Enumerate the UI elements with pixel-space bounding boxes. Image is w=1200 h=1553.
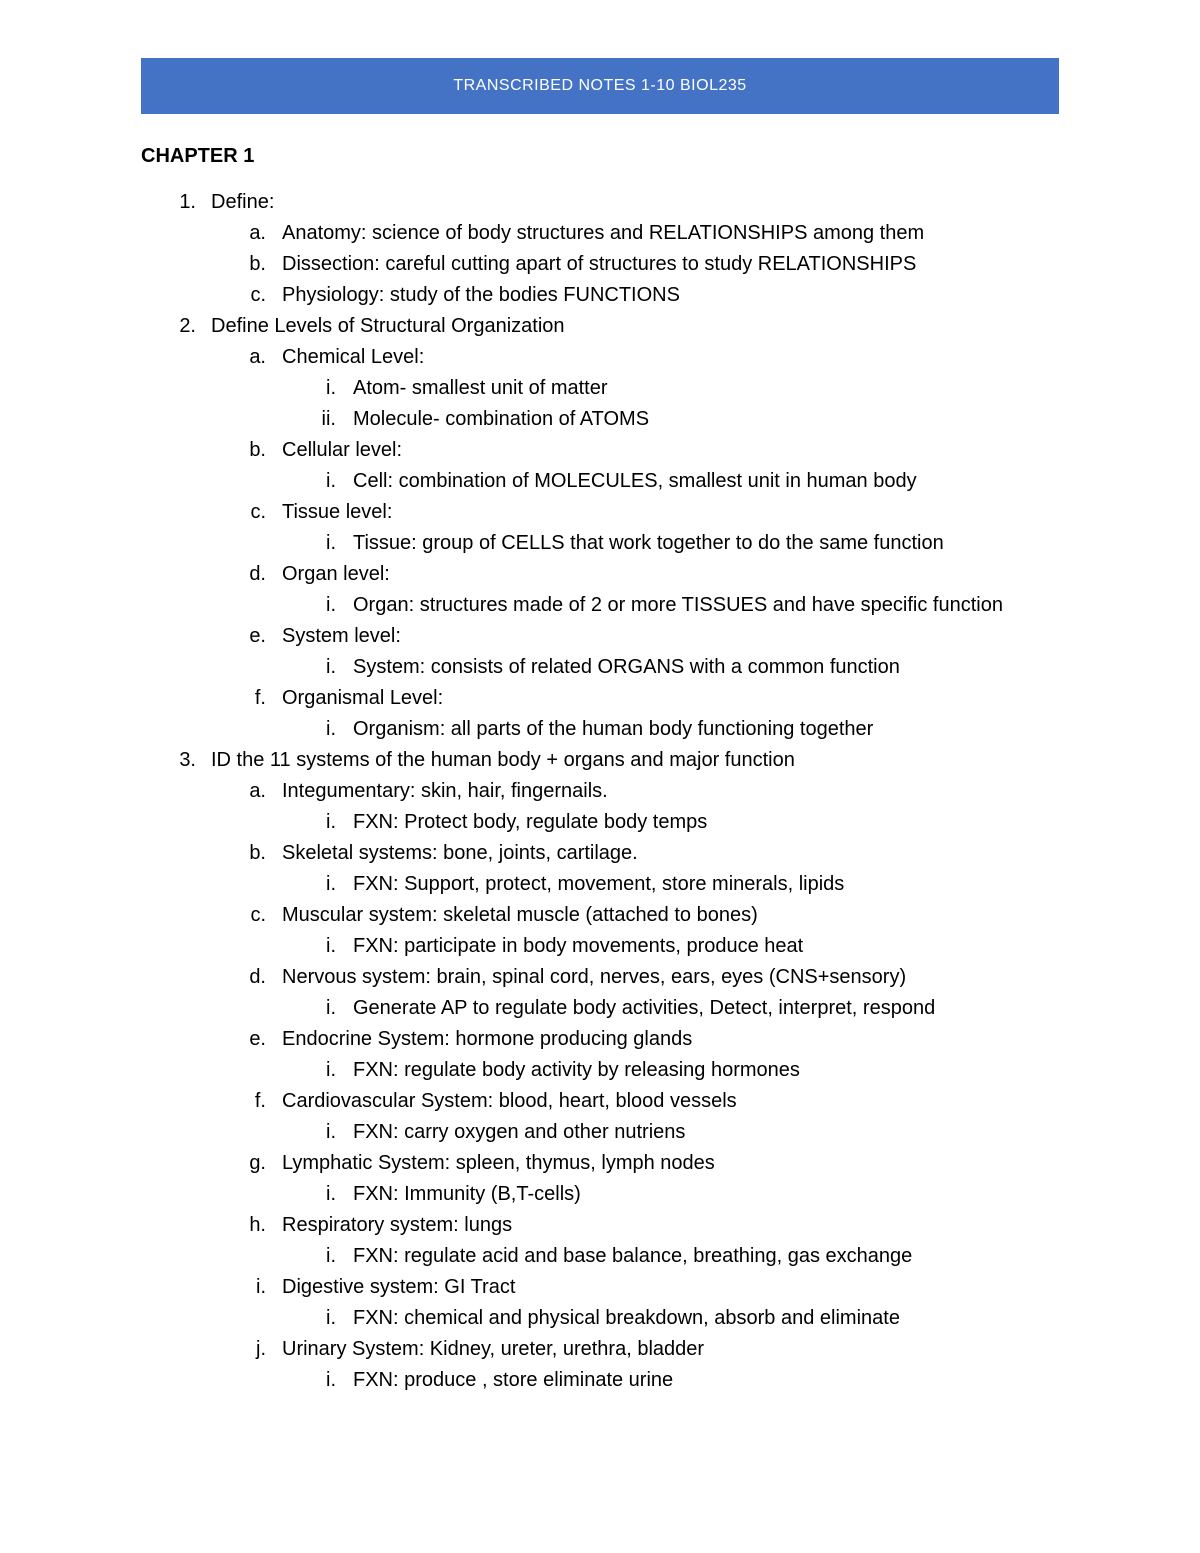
list-marker: e.	[249, 625, 266, 647]
outline-item-level-3	[0, 1179, 1200, 1210]
outline-item-text: FXN: regulate acid and base balance, breathing, gas exchange	[353, 1245, 913, 1267]
outline-item-text: System: consists of related ORGANS with a common function	[353, 656, 900, 678]
outline-item-text: FXN: chemical and physical breakdown, absorb and eliminate	[353, 1307, 900, 1329]
outline-item-level-3	[0, 1117, 1200, 1148]
list-marker: i.	[326, 718, 336, 740]
outline-item-text: ID the 11 systems of the human body + organs and major function	[211, 749, 795, 771]
list-marker: a.	[249, 222, 266, 244]
outline-item-level-3	[0, 1303, 1200, 1334]
outline-item-level-3	[0, 1055, 1200, 1086]
outline-item-level-1	[0, 187, 1200, 218]
outline-item-level-2	[0, 280, 1200, 311]
outline-item-level-3	[0, 807, 1200, 838]
outline-item-text: Integumentary: skin, hair, fingernails.	[282, 780, 608, 802]
outline-item-level-2	[0, 1148, 1200, 1179]
list-marker: c.	[250, 501, 266, 523]
outline-item-level-3	[0, 528, 1200, 559]
outline-item-text: Tissue level:	[282, 501, 393, 523]
list-marker: b.	[249, 253, 266, 275]
outline-item-level-2	[0, 1210, 1200, 1241]
outline-item-level-2	[0, 838, 1200, 869]
outline-item-level-2	[0, 342, 1200, 373]
list-marker: c.	[250, 904, 266, 926]
list-marker: i.	[326, 1245, 336, 1267]
list-marker: i.	[326, 470, 336, 492]
outline-item-text: Physiology: study of the bodies FUNCTIONS	[282, 284, 680, 306]
outline-item-level-2	[0, 218, 1200, 249]
outline-item-level-2	[0, 621, 1200, 652]
list-marker: i.	[326, 656, 336, 678]
outline-item-text: Urinary System: Kidney, ureter, urethra, bladder	[282, 1338, 705, 1360]
list-marker: 1.	[179, 191, 196, 213]
outline-item-text: Organ: structures made of 2 or more TISSUES and have specific function	[353, 594, 1003, 616]
outline-item-text: Respiratory system: lungs	[282, 1214, 513, 1236]
outline-item-text: FXN: Protect body, regulate body temps	[353, 811, 708, 833]
list-marker: i.	[326, 532, 336, 554]
outline-item-level-3	[0, 931, 1200, 962]
outline-item-level-2	[0, 1334, 1200, 1365]
outline-item-level-3	[0, 993, 1200, 1024]
outline-item-text: Organ level:	[282, 563, 390, 585]
outline-item-level-2	[0, 1086, 1200, 1117]
outline-item-level-2	[0, 1024, 1200, 1055]
outline-item-text: FXN: produce , store eliminate urine	[353, 1369, 674, 1391]
outline-item-text: Chemical Level:	[282, 346, 425, 368]
list-marker: b.	[249, 439, 266, 461]
outline-item-text: Dissection: careful cutting apart of structures to study RELATIONSHIPS	[282, 253, 917, 275]
outline-item-text: Cardiovascular System: blood, heart, blood vessels	[282, 1090, 737, 1112]
outline-item-text: Digestive system: GI Tract	[282, 1276, 516, 1298]
outline-item-level-3	[0, 652, 1200, 683]
list-marker: f.	[254, 1090, 266, 1112]
list-marker: i.	[326, 1369, 336, 1391]
outline-item-level-2	[0, 900, 1200, 931]
outline-item-level-3	[0, 590, 1200, 621]
outline-item-level-2	[0, 249, 1200, 280]
outline-item-text: Molecule- combination of ATOMS	[353, 408, 650, 430]
list-marker: i.	[326, 935, 336, 957]
outline-item-level-3	[0, 869, 1200, 900]
outline-item-text: FXN: Immunity (B,T-cells)	[353, 1183, 581, 1205]
header-title: TRANSCRIBED NOTES 1-10 BIOL235	[453, 77, 747, 94]
outline-item-text: FXN: regulate body activity by releasing hormones	[353, 1059, 800, 1081]
outline-item-level-1	[0, 745, 1200, 776]
list-marker: d.	[249, 966, 266, 988]
list-marker: d.	[249, 563, 266, 585]
list-marker: i.	[326, 1059, 336, 1081]
outline-item-level-3	[0, 714, 1200, 745]
outline-item-text: Skeletal systems: bone, joints, cartilage.	[282, 842, 638, 864]
list-marker: i.	[326, 1183, 336, 1205]
notes-outline	[0, 187, 1200, 1396]
outline-item-text: Generate AP to regulate body activities, Detect, interpret, respond	[353, 997, 936, 1019]
list-marker: j.	[256, 1338, 266, 1360]
list-marker: a.	[249, 780, 266, 802]
list-marker: i.	[326, 377, 336, 399]
list-marker: i.	[326, 873, 336, 895]
outline-item-text: Cell: combination of MOLECULES, smallest unit in human body	[353, 470, 917, 492]
outline-item-level-2	[0, 559, 1200, 590]
list-marker: i.	[326, 1307, 336, 1329]
outline-item-text: Nervous system: brain, spinal cord, nerves, ears, eyes (CNS+sensory)	[282, 966, 907, 988]
outline-item-level-2	[0, 683, 1200, 714]
outline-item-text: Lymphatic System: spleen, thymus, lymph nodes	[282, 1152, 715, 1174]
outline-item-text: Organismal Level:	[282, 687, 444, 709]
outline-item-text: Tissue: group of CELLS that work together to do the same function	[353, 532, 944, 554]
list-marker: f.	[254, 687, 266, 709]
outline-item-text: Organism: all parts of the human body functioning together	[353, 718, 874, 740]
outline-item-text: FXN: participate in body movements, produce heat	[353, 935, 804, 957]
list-marker: c.	[250, 284, 266, 306]
list-marker: e.	[249, 1028, 266, 1050]
outline-item-level-2	[0, 1272, 1200, 1303]
list-marker: h.	[249, 1214, 266, 1236]
outline-item-level-3	[0, 466, 1200, 497]
list-marker: i.	[326, 811, 336, 833]
outline-item-level-2	[0, 776, 1200, 807]
list-marker: i.	[256, 1276, 266, 1298]
outline-item-level-2	[0, 962, 1200, 993]
outline-item-level-3	[0, 373, 1200, 404]
outline-item-text: Endocrine System: hormone producing glands	[282, 1028, 693, 1050]
list-marker: a.	[249, 346, 266, 368]
outline-item-level-3	[0, 1241, 1200, 1272]
list-marker: ii.	[321, 408, 336, 430]
list-marker: i.	[326, 1121, 336, 1143]
outline-item-level-1	[0, 311, 1200, 342]
outline-item-text: Define Levels of Structural Organization	[211, 315, 565, 337]
outline-item-level-2	[0, 435, 1200, 466]
outline-item-level-2	[0, 497, 1200, 528]
list-marker: 2.	[179, 315, 196, 337]
outline-item-text: Muscular system: skeletal muscle (attached to bones)	[282, 904, 758, 926]
outline-item-text: Atom- smallest unit of matter	[353, 377, 608, 399]
outline-item-text: System level:	[282, 625, 401, 647]
chapter-title: CHAPTER 1	[141, 145, 255, 167]
outline-item-level-3	[0, 1365, 1200, 1396]
list-marker: b.	[249, 842, 266, 864]
outline-item-text: Cellular level:	[282, 439, 403, 461]
list-marker: i.	[326, 997, 336, 1019]
outline-item-text: FXN: Support, protect, movement, store minerals, lipids	[353, 873, 845, 895]
outline-item-text: Anatomy: science of body structures and RELATIONSHIPS among them	[282, 222, 925, 244]
list-marker: 3.	[179, 749, 196, 771]
outline-item-level-3	[0, 404, 1200, 435]
list-marker: i.	[326, 594, 336, 616]
list-marker: g.	[249, 1152, 266, 1174]
outline-item-text: FXN: carry oxygen and other nutriens	[353, 1121, 686, 1143]
outline-item-text: Define:	[211, 191, 275, 213]
header-banner	[141, 58, 1059, 114]
